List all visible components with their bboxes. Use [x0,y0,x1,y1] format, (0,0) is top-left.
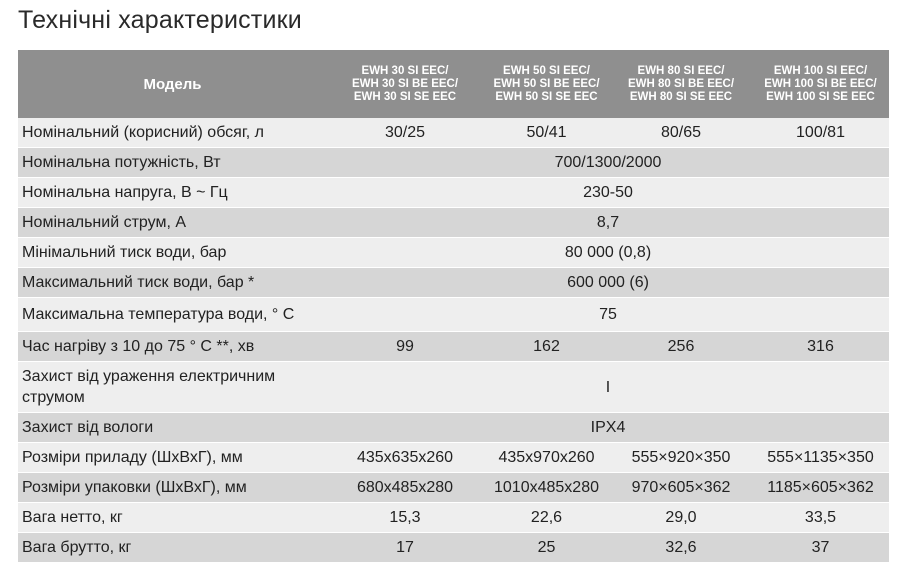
cell-value: 316 [752,332,889,362]
table-row [18,533,889,563]
table-row [18,503,889,533]
table-row [18,118,889,148]
cell-value: 555×1135×350 [752,443,889,473]
specs-table [18,50,889,563]
page-title: Технічні характеристики [18,6,302,34]
model-column-header [752,50,889,118]
row-label: Мінімальний тиск води, бар [18,238,327,268]
cell-value: 25 [483,533,610,563]
model-name-line: EWH 30 SI SE EEC [353,90,457,103]
table-row [18,362,889,413]
table-row [18,443,889,473]
cell-value: 33,5 [752,503,889,533]
cell-value: 970×605×362 [610,473,752,503]
row-label: Розміри приладу (ШхВхГ), мм [18,443,327,473]
model-name-line: EWH 100 SI BE EEC/ [764,77,877,90]
row-label: Захист від вологи [18,413,327,443]
cell-value: 32,6 [610,533,752,563]
model-column-header [483,50,610,118]
table-header-row [18,50,889,118]
cell-value: 100/81 [752,118,889,148]
model-name-line: EWH 30 SI EEC/ [361,64,449,77]
table-row [18,178,889,208]
merged-cell-value: 700/1300/2000 [327,148,889,178]
table-row [18,298,889,332]
cell-value: 256 [610,332,752,362]
row-label: Номінальний струм, А [18,208,327,238]
model-name-line: EWH 100 SI EEC/ [773,64,868,77]
table-row [18,332,889,362]
model-name-line: EWH 80 SI EEC/ [637,64,725,77]
model-name-line: EWH 50 SI BE EEC/ [493,77,600,90]
row-label: Вага нетто, кг [18,503,327,533]
table-row [18,473,889,503]
model-name-line: EWH 80 SI BE EEC/ [627,77,735,90]
cell-value: 50/41 [483,118,610,148]
row-label: Номінальна потужність, Вт [18,148,327,178]
table-row [18,413,889,443]
merged-cell-value: 230-50 [327,178,889,208]
cell-value: 162 [483,332,610,362]
row-label: Вага брутто, кг [18,533,327,563]
row-label: Розміри упаковки (ШхВхГ), мм [18,473,327,503]
model-name-line: EWH 80 SI SE EEC [629,90,733,103]
cell-value: 80/65 [610,118,752,148]
model-column-header [327,50,483,118]
merged-cell-value: 8,7 [327,208,889,238]
model-name-line: EWH 30 SI BE EEC/ [351,77,459,90]
model-column-header [610,50,752,118]
row-label: Номінальний (корисний) обсяг, л [18,118,327,148]
cell-value: 1010x485x280 [483,473,610,503]
row-label: Номінальна напруга, В ~ Гц [18,178,327,208]
table-row [18,208,889,238]
cell-value: 99 [327,332,483,362]
table-row [18,148,889,178]
merged-cell-value: 600 000 (6) [327,268,889,298]
model-name-line: EWH 50 SI SE EEC [495,90,598,103]
merged-cell-value: IPX4 [327,413,889,443]
cell-value: 435x970x260 [483,443,610,473]
cell-value: 15,3 [327,503,483,533]
cell-value: 555×920×350 [610,443,752,473]
merged-cell-value: I [327,362,889,413]
row-label: Максимальна температура води, ° С [18,298,327,332]
model-name-line: EWH 100 SI SE EEC [766,90,875,103]
model-header: Модель [18,50,327,118]
cell-value: 435x635x260 [327,443,483,473]
merged-cell-value: 80 000 (0,8) [327,238,889,268]
cell-value: 17 [327,533,483,563]
table-row [18,238,889,268]
row-label: Захист від ураження електричним струмом [18,362,327,413]
cell-value: 22,6 [483,503,610,533]
cell-value: 29,0 [610,503,752,533]
cell-value: 30/25 [327,118,483,148]
model-name-line: EWH 50 SI EEC/ [503,64,590,77]
cell-value: 1185×605×362 [752,473,889,503]
cell-value: 680x485x280 [327,473,483,503]
merged-cell-value: 75 [327,298,889,332]
row-label: Максимальний тиск води, бар * [18,268,327,298]
row-label: Час нагріву з 10 до 75 ° С **, хв [18,332,327,362]
table-row [18,268,889,298]
cell-value: 37 [752,533,889,563]
